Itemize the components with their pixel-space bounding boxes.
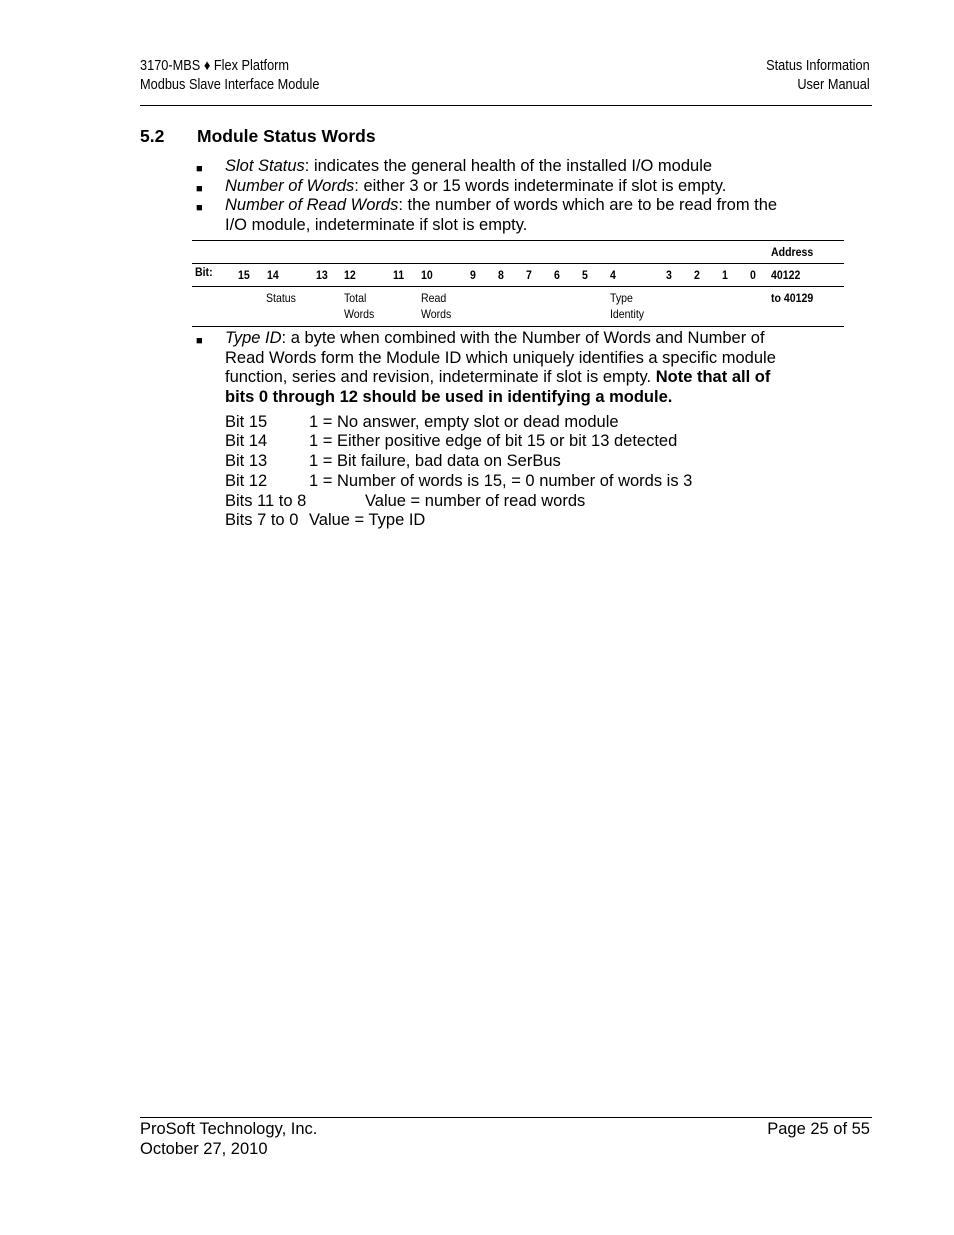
field-read-words-label2: Words <box>421 307 452 321</box>
bullet-term: Number of Words <box>225 177 355 195</box>
bit-6: 6 <box>554 268 560 282</box>
type-id-note1: Note that all of <box>655 368 771 386</box>
bullet-marker: ■ <box>196 163 203 175</box>
header-right <box>766 57 870 95</box>
bit-11: 11 <box>393 268 405 282</box>
type-id-line3 <box>225 368 825 388</box>
footer-left <box>140 1120 317 1159</box>
bit-definition-value: 1 = Either positive edge of bit 15 or bit 13 detected <box>309 432 678 450</box>
field-status <box>266 290 296 306</box>
bit-definition-label: Bit 12 <box>225 472 268 490</box>
bullet-text: : indicates the general health of the installed I/O module <box>304 157 713 175</box>
field-read-words <box>421 290 451 322</box>
header-module: Modbus Slave Interface Module <box>140 77 320 93</box>
bit-9: 9 <box>470 268 476 282</box>
bit-definition-label: Bit 15 <box>225 413 268 431</box>
list-item <box>225 177 825 197</box>
table-mid-rule <box>192 286 844 287</box>
field-total-words-label2: Words <box>344 307 375 321</box>
field-type-identity <box>610 290 644 322</box>
address-start: 40122 <box>771 268 801 282</box>
address-header: Address <box>771 245 814 259</box>
address-end: to 40129 <box>771 291 814 305</box>
footer-rule <box>140 1117 872 1118</box>
table-top-rule <box>192 240 844 241</box>
type-id-line1 <box>225 329 825 349</box>
bit-1: 1 <box>722 268 728 282</box>
type-id-note2: bits 0 through 12 should be used in identifying a module. <box>225 388 673 406</box>
bit-definition-value: 1 = No answer, empty slot or dead module <box>309 413 619 431</box>
bit-definition-value: Value = Type ID <box>309 511 426 529</box>
bit-3: 3 <box>666 268 672 282</box>
type-id-text1: : a byte when combined with the Number of Words and Number of <box>281 329 765 347</box>
bullet-text: : either 3 or 15 words indeterminate if slot is empty. <box>354 177 727 195</box>
bit-15: 15 <box>238 268 250 282</box>
footer-right <box>767 1120 870 1140</box>
list-item-continuation: I/O module, indeterminate if slot is empty. <box>225 216 528 234</box>
bullet-term: Slot Status <box>225 157 305 175</box>
bit-8: 8 <box>498 268 504 282</box>
bit-definition-value: 1 = Number of words is 15, = 0 number of words is 3 <box>309 472 693 490</box>
bit-14: 14 <box>267 268 279 282</box>
header-manual: User Manual <box>797 77 870 93</box>
bit-13: 13 <box>316 268 328 282</box>
field-total-words-label1: Total <box>344 291 367 305</box>
bit-label: Bit: <box>195 265 213 279</box>
table-header-rule <box>192 263 844 264</box>
bit-definition-label: Bits 7 to 0 <box>225 511 299 529</box>
field-total-words <box>344 290 374 322</box>
bullet-term: Number of Read Words <box>225 196 399 214</box>
bit-7: 7 <box>526 268 532 282</box>
header-left <box>140 57 319 95</box>
footer-company: ProSoft Technology, Inc. <box>140 1120 318 1138</box>
footer-page-number: Page 25 of 55 <box>767 1120 870 1138</box>
section-number: 5.2 <box>140 126 165 146</box>
bit-definition-label: Bit 14 <box>225 432 268 450</box>
bit-definition-value: 1 = Bit failure, bad data on SerBus <box>309 452 561 470</box>
bit-10: 10 <box>421 268 433 282</box>
field-type-identity-label1: Type <box>610 291 633 305</box>
header-rule <box>140 105 872 106</box>
header-product: 3170-MBS ♦ Flex Platform <box>140 58 290 74</box>
type-id-line2: Read Words form the Module ID which uniquely identifies a specific module <box>225 349 776 367</box>
bit-definition-label: Bit 13 <box>225 452 268 470</box>
type-id-term: Type ID <box>225 329 282 347</box>
bit-definition-value: Value = number of read words <box>365 492 586 510</box>
list-item <box>225 196 825 216</box>
bit-5: 5 <box>582 268 588 282</box>
bit-0: 0 <box>750 268 756 282</box>
section-title: Module Status Words <box>197 126 376 146</box>
bit-definition-label: Bits 11 to 8 <box>225 492 307 510</box>
bit-12: 12 <box>344 268 356 282</box>
bit-4: 4 <box>610 268 616 282</box>
bullet-marker: ■ <box>196 202 203 214</box>
field-read-words-label1: Read <box>421 291 447 305</box>
section-heading <box>140 126 376 147</box>
bullet-marker: ■ <box>196 335 203 347</box>
bullet-marker: ■ <box>196 183 203 195</box>
table-bottom-rule <box>192 326 844 327</box>
list-item <box>225 157 825 177</box>
field-type-identity-label2: Identity <box>610 307 645 321</box>
type-id-text3: function, series and revision, indeterminate if slot is empty. <box>225 368 656 386</box>
field-status-label: Status <box>266 291 296 305</box>
bit-2: 2 <box>694 268 700 282</box>
footer-date: October 27, 2010 <box>140 1139 268 1158</box>
bullet-text: : the number of words which are to be read from the <box>398 196 778 214</box>
header-chapter: Status Information <box>766 58 870 74</box>
